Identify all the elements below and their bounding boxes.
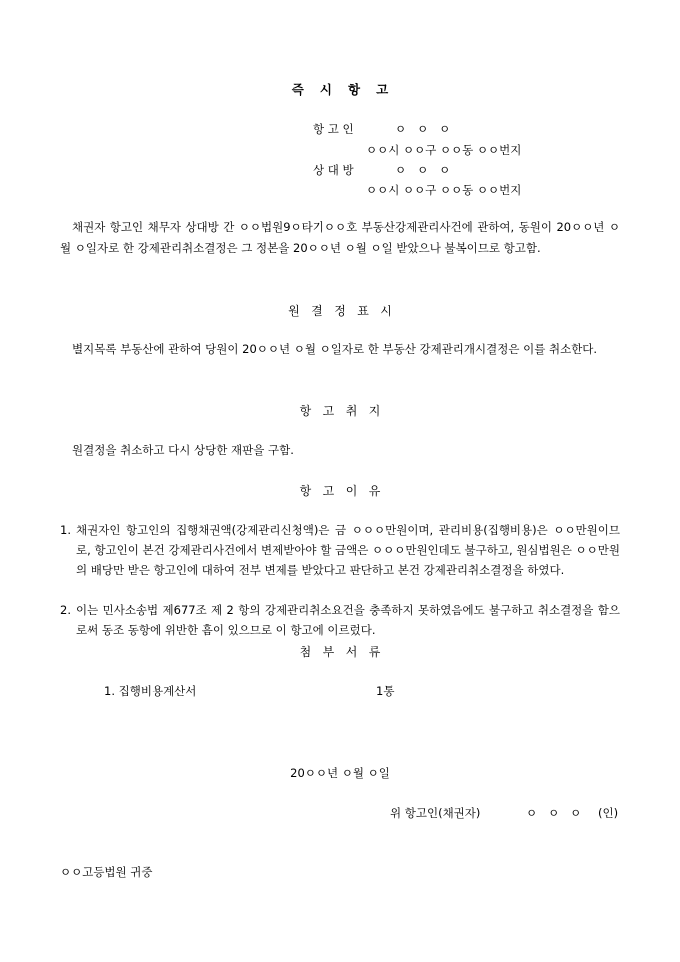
attachments-heading: 첨 부 서 류: [299, 645, 381, 659]
respondent-label: 상 대 방: [313, 163, 354, 177]
reasons-heading: 항 고 이 유: [299, 484, 381, 498]
reason-text: 이는 민사소송법 제677조 제 2 항의 강제관리취소요건을 충족하지 못하였음에도 불구하고 취소결정을 함으로써 동조 동항에 위반한 흠이 있으므로 이 항고에 이르렀다.: [76, 603, 620, 637]
signature-name: ㅇ ㅇ ㅇ: [526, 806, 582, 820]
reason-text: 채권자인 항고인의 집행채권액(강제관리신청액)은 금 ㅇㅇㅇ만원이며, 관리비용(집행비용)은 ㅇㅇ만원이므로, 항고인이 본건 강제관리사건에서 변제받아야 할 금액은 ㅇㅇㅇ만원인데도 불구하고, 원심법원은 ㅇㅇ만원의 배당만 받은 항고인에 대하여 전부 변제를 받았다고 판단하고 본건 강제관리취소결정을 하였다.: [76, 523, 620, 577]
respondent-name: ㅇ ㅇ ㅇ: [395, 163, 451, 177]
appellant-name: ㅇ ㅇ ㅇ: [395, 122, 451, 136]
reason-item: [60, 520, 620, 580]
signature-seal: (인): [598, 806, 619, 820]
intro-paragraph: 채권자 항고인 채무자 상대방 간 ㅇㅇ법원9ㅇ타기ㅇㅇ호 부동산강제관리사건에 관하여, 동원이 20ㅇㅇ년 ㅇ월 ㅇ일자로 한 강제관리취소결정은 그 정본을 20ㅇㅇ년 ㅇ월 ㅇ일 받았으나 불복이므로 항고함.: [60, 220, 620, 255]
document-title: 즉 시 항 고: [291, 82, 389, 97]
respondent-address: ㅇㅇ시 ㅇㅇ구 ㅇㅇ동 ㅇㅇ번지: [366, 183, 522, 197]
attachment-count: 1통: [376, 684, 395, 698]
document-date: 20ㅇㅇ년 ㅇ월 ㅇ일: [290, 766, 390, 780]
purpose-heading: 항 고 취 지: [299, 404, 381, 418]
addressee: ㅇㅇ고등법원 귀중: [60, 865, 153, 879]
reason-item: [60, 600, 620, 640]
reason-number: 1.: [60, 523, 71, 537]
signature-label: 위 항고인(채권자): [390, 806, 481, 820]
attachment-label: 1. 집행비용계산서: [104, 684, 197, 698]
original-decision-heading: 원 결 정 표 시: [288, 304, 392, 318]
appellant-address: ㅇㅇ시 ㅇㅇ구 ㅇㅇ동 ㅇㅇ번지: [366, 143, 522, 157]
appellant-label: 항 고 인: [313, 122, 354, 136]
purpose-body: 원결정을 취소하고 다시 상당한 재판을 구함.: [72, 443, 294, 457]
reason-number: 2.: [60, 603, 71, 617]
original-decision-body: 별지목록 부동산에 관하여 당원이 20ㅇㅇ년 ㅇ월 ㅇ일자로 한 부동산 강제관리개시결정은 이를 취소한다.: [72, 342, 598, 356]
